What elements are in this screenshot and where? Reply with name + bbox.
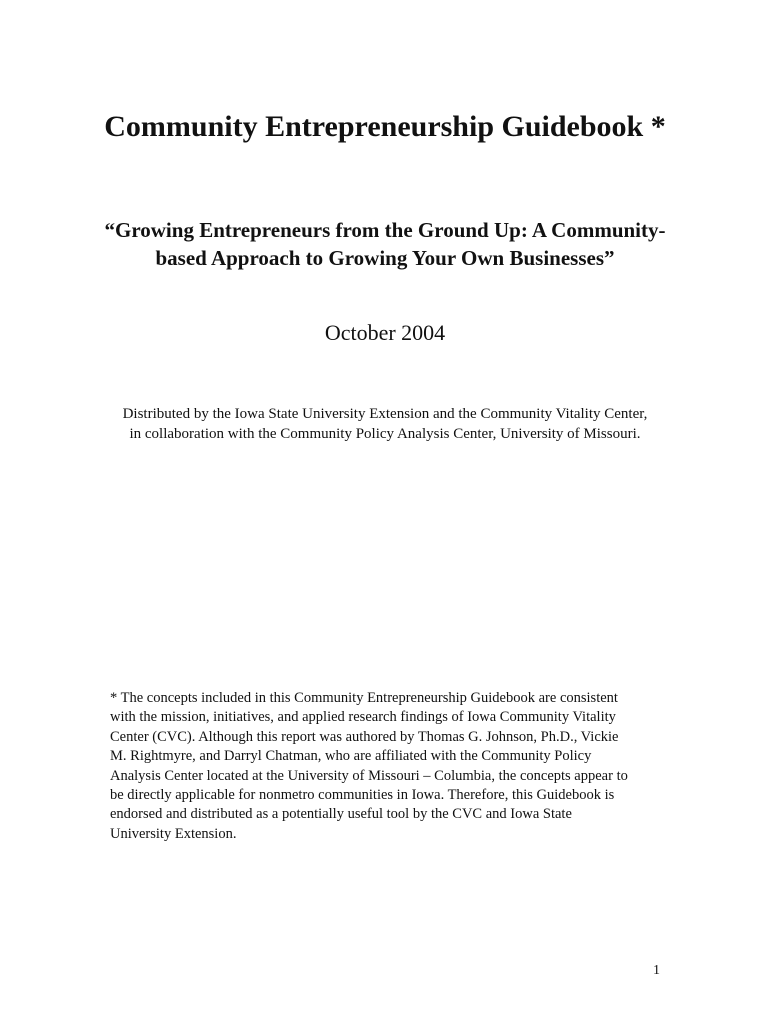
subtitle-line: based Approach to Growing Your Own Businesses” xyxy=(155,246,615,270)
subtitle-line: “Growing Entrepreneurs from the Ground Up: A Community- xyxy=(104,218,666,242)
footnote-line: be directly applicable for nonmetro communities in Iowa. Therefore, this Guidebook is xyxy=(110,787,615,804)
document-date: October 2004 xyxy=(324,320,446,345)
footnote-line: University Extension. xyxy=(110,825,237,842)
footnote xyxy=(110,689,670,844)
distribution-line: in collaboration with the Community Policy Analysis Center, University of Missouri. xyxy=(129,426,641,442)
distribution-statement xyxy=(100,404,670,444)
footnote-line: M. Rightmyre, and Darryl Chatman, who are affiliated with the Community Policy xyxy=(110,748,592,765)
page-number: 1 xyxy=(653,963,660,978)
footnote-line: endorsed and distributed as a potentially useful tool by the CVC and Iowa State xyxy=(110,806,572,823)
document-title: Community Entrepreneurship Guidebook * xyxy=(104,110,666,143)
footnote-line: * The concepts included in this Community Entrepreneurship Guidebook are consistent xyxy=(110,690,618,706)
footnote-line: Center (CVC). Although this report was authored by Thomas G. Johnson, Ph.D., Vickie xyxy=(110,728,619,745)
footnote-line: Analysis Center located at the University of Missouri – Columbia, the concepts appear to xyxy=(110,767,628,784)
distribution-line: Distributed by the Iowa State University Extension and the Community Vitality Center, xyxy=(122,406,648,422)
document-subtitle xyxy=(100,216,670,272)
footnote-line: with the mission, initiatives, and applied research findings of Iowa Community Vitality xyxy=(110,709,616,726)
